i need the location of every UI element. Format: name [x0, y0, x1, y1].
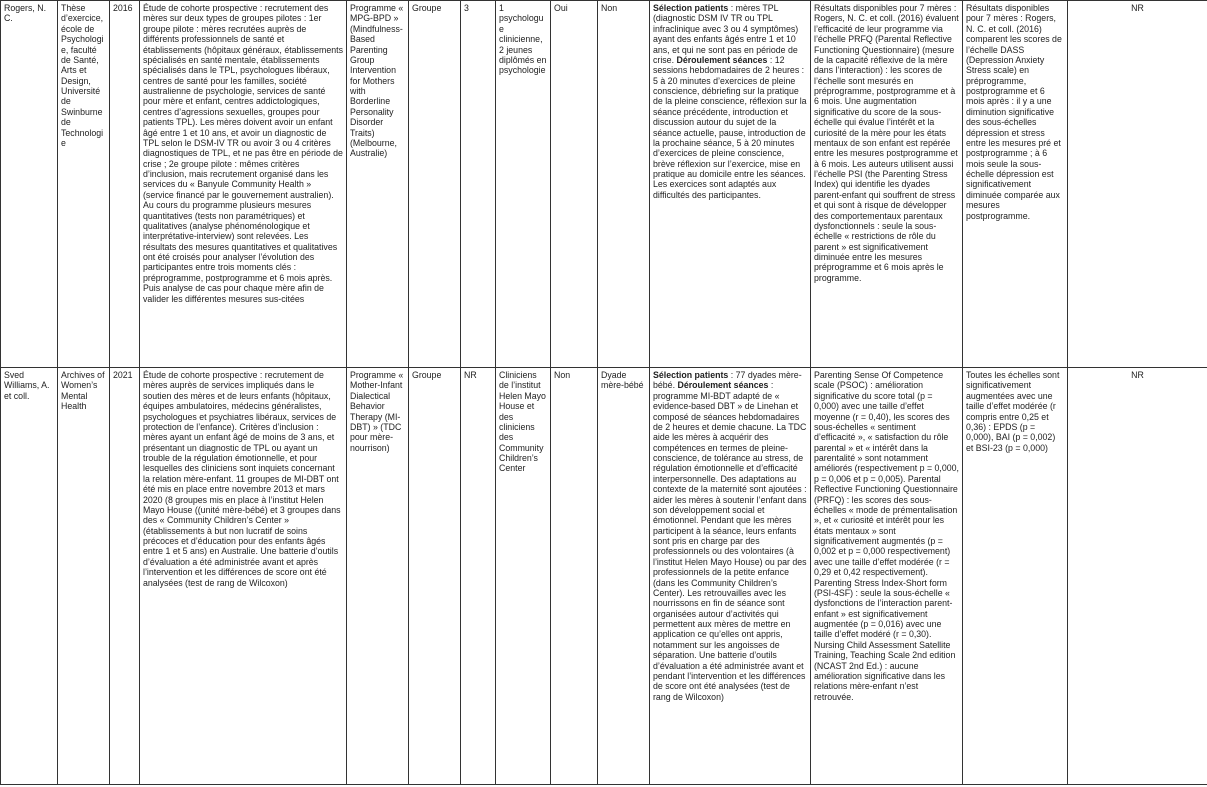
results-parent-cell: Parenting Sense Of Competence scale (PSOC) : amélioration significative du score total (p = 0,000) avec une taille d’effet moyenne (r = 0,40), les scores des sous-échelles « sentiment d’efficacité », « satisfaction du rôle parental » et « intérêt dans la parentalité » sont notamment améliorés (respectivement p = 0,000, p = 0,006 et p = 0,005). Parental Reflective Functioning Questionnaire (PRFQ) : les scores des sous-échelles « mode de prémentalisation », et « curiosité et intérêt pour les états mentaux » sont significativement augmentés (p = 0,002 et p = 0,000 respectivement) avec une taille d’effet modérée (r = 0,29 et 0,42 respectivement). Parenting Stress Index-Short form (PSI-4SF) : seule la sous-échelle « dysfonctions de l’interaction parent-enfant » est significativement augmentée (p = 0,016) avec une taille d’effet modéré (r = 0,30). Nursing Child Assessment Satellite Training, Teaching Scale 2nd edition (NCAST 2nd Ed.) : aucune amélioration significative dans les relations mère-enfant n’est retrouvée.: [811, 368, 963, 785]
sessions-text: : programme MI-BDT adapté de « evidence-based DBT » de Linehan et composé de séances hebdomadaires de 2 heures et demie chacune. La TDC aide les mères à acquérir des compétences en termes de pleine-conscience, de tolérance au stress, de régulation émotionnelle et d’efficacité interpersonnelle. Des adaptations au contexte de la maternité sont ajoutées : aider les mères à soutenir l’enfant dans son développement social et émotionnel. Pendant que les mères participent à la séance, leurs enfants sont pris en charge par des professionnels ou des volontaires (à l’institut Helen Mayo House) ou par des professionnels de la petite enfance (dans les Community Children’s Center). Les retrouvailles avec les nourrissons en fin de séance sont organisées autour d’activités qui permettent aux mères de mettre en application ce qu’elles ont appris, notamment sur les angoisses de séparation. Une batterie d’outils d’évaluation a été administrée avant et pendant l’intervention et les différences de score ont été analysées (test de rang de Wilcoxon): [653, 380, 807, 702]
year-cell: 2016: [110, 1, 140, 368]
selection-label: Sélection patients: [653, 370, 729, 380]
selection-label: Sélection patients: [653, 3, 729, 13]
protocol-cell: [650, 368, 811, 785]
program-cell: Programme « MPG-BPD » (Mindfulness-Based Parenting Group Intervention for Mothers with Borderline Personality Disorder Traits) (Melbourne, Australie): [347, 1, 409, 368]
program-cell: Programme « Mother-Infant Dialectical Behavior Therapy (MI-DBT) » (TDC pour mère-nourrison): [347, 368, 409, 785]
sessions-label: Déroulement séances: [677, 380, 769, 391]
source-cell: Archives of Women’s Mental Health: [58, 368, 110, 785]
nr-cell: NR: [1068, 1, 1207, 368]
nr-cell: NR: [1068, 368, 1207, 785]
target-cell: Dyade mère-bébé: [598, 368, 650, 785]
format-cell: Groupe: [409, 1, 461, 368]
results-mother-cell: Toutes les échelles sont significativement augmentées avec une taille d’effet modérée (r compris entre 0,25 et 0,36) : EPDS (p = 0,000), BAI (p = 0,002) et BSI-23 (p = 0,000): [963, 368, 1068, 785]
participants-cell: 3: [461, 1, 496, 368]
sessions-label: Déroulement séances: [676, 54, 768, 65]
results-mother-cell: Résultats disponibles pour 7 mères : Rogers, N. C. et coll. (2016) comparent les scores de l’échelle DASS (Depression Anxiety Stress scale) en préprogramme, postprogramme et 6 mois après : il y a une diminution significative des sous-échelles dépression et stress entre les mesures pré et postprogramme ; à 6 mois seule la sous-échelle dépression est significativement diminuée comparée aux mesures postprogramme.: [963, 1, 1068, 368]
table-row: [1, 368, 1207, 785]
target-cell: Non: [598, 1, 650, 368]
table-row: [1, 1, 1207, 368]
method-cell: Étude de cohorte prospective : recrutement des mères sur deux types de groupes pilotes : 1er groupe pilote : mères recrutées auprès de différents professionnels de santé et établissements (hôpitaux généraux, établissements spécialisés en santé mentale, établissements spécialisés dans le TPL, psychologues libéraux, centres de santé pour les familles, société australienne de psychologie, services de santé pour mère et enfant, centres addictologiques, centres d’agressions sexuelles, groupes pour patients TPL). Les mères doivent avoir un enfant âgé entre 1 et 10 ans, et avoir un diagnostic de TPL selon le DSM-IV TR ou avoir 3 ou 4 critères diagnostiques de TPL, et ne pas être en période de crise ; 2e groupe pilote : mêmes critères d’inclusion, mais recrutement organisé dans les services du « Banyule Community Health » (service financé par le gouvernement australien). Au cours du programme plusieurs mesures quantitatives (tests non paramétriques) et qualitatives (analyse phénoménologique et interprétative-interview) sont relevées. Les résultats des mesures quantitatives et qualitatives ont été croisés pour analyser l’évolution des participantes entre trois moments clés : préprogramme, postprogramme et 6 mois après. Puis analyse de cas pour chaque mère afin de valider les différentes mesures sus-citées: [140, 1, 347, 368]
sessions-text: : 12 sessions hebdomadaires de 2 heures : 5 à 20 minutes d’exercices de pleine conscience, débriefing sur la pratique de la pleine conscience, réflexion sur la séance précédente, introduction et discussion autour du sujet de la séance actuelle, pause, introduction de la prochaine séance, 5 à 20 minutes d’exercices de pleine conscience, brève réflexion sur l’exercice, mise en pratique au domicile entre les séances. Les exercices sont adaptés aux difficultés des participantes.: [653, 54, 807, 200]
year-cell: 2021: [110, 368, 140, 785]
facilitators-cell: Cliniciens de l’institut Helen Mayo House et des cliniciens des Community Children’s Center: [496, 368, 551, 785]
author-cell: Rogers, N. C.: [1, 1, 58, 368]
yes-no-cell: Non: [551, 368, 598, 785]
participants-cell: NR: [461, 368, 496, 785]
facilitators-cell: 1 psychologue clinicienne, 2 jeunes diplômés en psychologie: [496, 1, 551, 368]
method-cell: Étude de cohorte prospective : recrutement de mères auprès de services impliqués dans le soutien des mères et de leurs enfants (hôpitaux, équipes ambulatoires, médecins généralistes, psychologues et psychiatres libéraux, services de protection de l’enfance). Critères d’inclusion : mères ayant un enfant âgé de moins de 3 ans, et présentant un diagnostic de TPL ou ayant un trouble de la régulation émotionnelle, et pour lesquelles des cliniciens sont inquiets concernant la relation mère-enfant. 11 groupes de MI-DBT ont été mis en place entre novembre 2013 et mars 2020 (8 groupes mis en place à l’institut Helen Mayo House ((unité mère-bébé) et 3 groupes dans des « Community Children’s Center » (établissements à but non lucratif de soins précoces et d’éducation pour des enfants âgés entre 1 et 5 ans) en Australie. Une batterie d’outils d’évaluation a été administrée avant et après l’intervention et les différences de score ont été analysées (test de rang de Wilcoxon): [140, 368, 347, 785]
protocol-cell: [650, 1, 811, 368]
source-cell: Thèse d’exercice, école de Psychologie, faculté de Santé, Arts et Design, Université de Swinburne de Technologie: [58, 1, 110, 368]
yes-no-cell: Oui: [551, 1, 598, 368]
selection-text: : 77 dyades mère-bébé.: [653, 370, 802, 391]
selection-text: : mères TPL (diagnostic DSM IV TR ou TPL infraclinique avec 3 ou 4 symptômes) ayant des enfants âgés entre 1 et 10 ans, et qui ne sont pas en période de crise.: [653, 3, 799, 65]
results-parent-cell: Résultats disponibles pour 7 mères : Rogers, N. C. et coll. (2016) évaluent l’efficacité de leur programme via l’échelle PRFQ (Parental Reflective Functioning Questionnaire) (mesure de la capacité réflexive de la mère dans l’interaction) : les scores de l’échelle sont mesurés en préprogramme, postprogramme et à 6 mois. Une augmentation significative du score de la sous-échelle qui évalue l’intérêt et la curiosité de la mère pour les états mentaux de son enfant est repérée entre les mesures postprogramme et à 6 mois. Les auteurs utilisent aussi l’échelle PSI (the Parenting Stress Index) qui identifie les dyades parent-enfant qui souffrent de stress et qui sont à risque de développer des comportementaux parentaux dysfonctionnels : seule la sous-échelle « restrictions de rôle du parent » est significativement diminuée entre les mesures préprogramme et 6 mois après le programme.: [811, 1, 963, 368]
author-cell: Sved Williams, A. et coll.: [1, 368, 58, 785]
format-cell: Groupe: [409, 368, 461, 785]
